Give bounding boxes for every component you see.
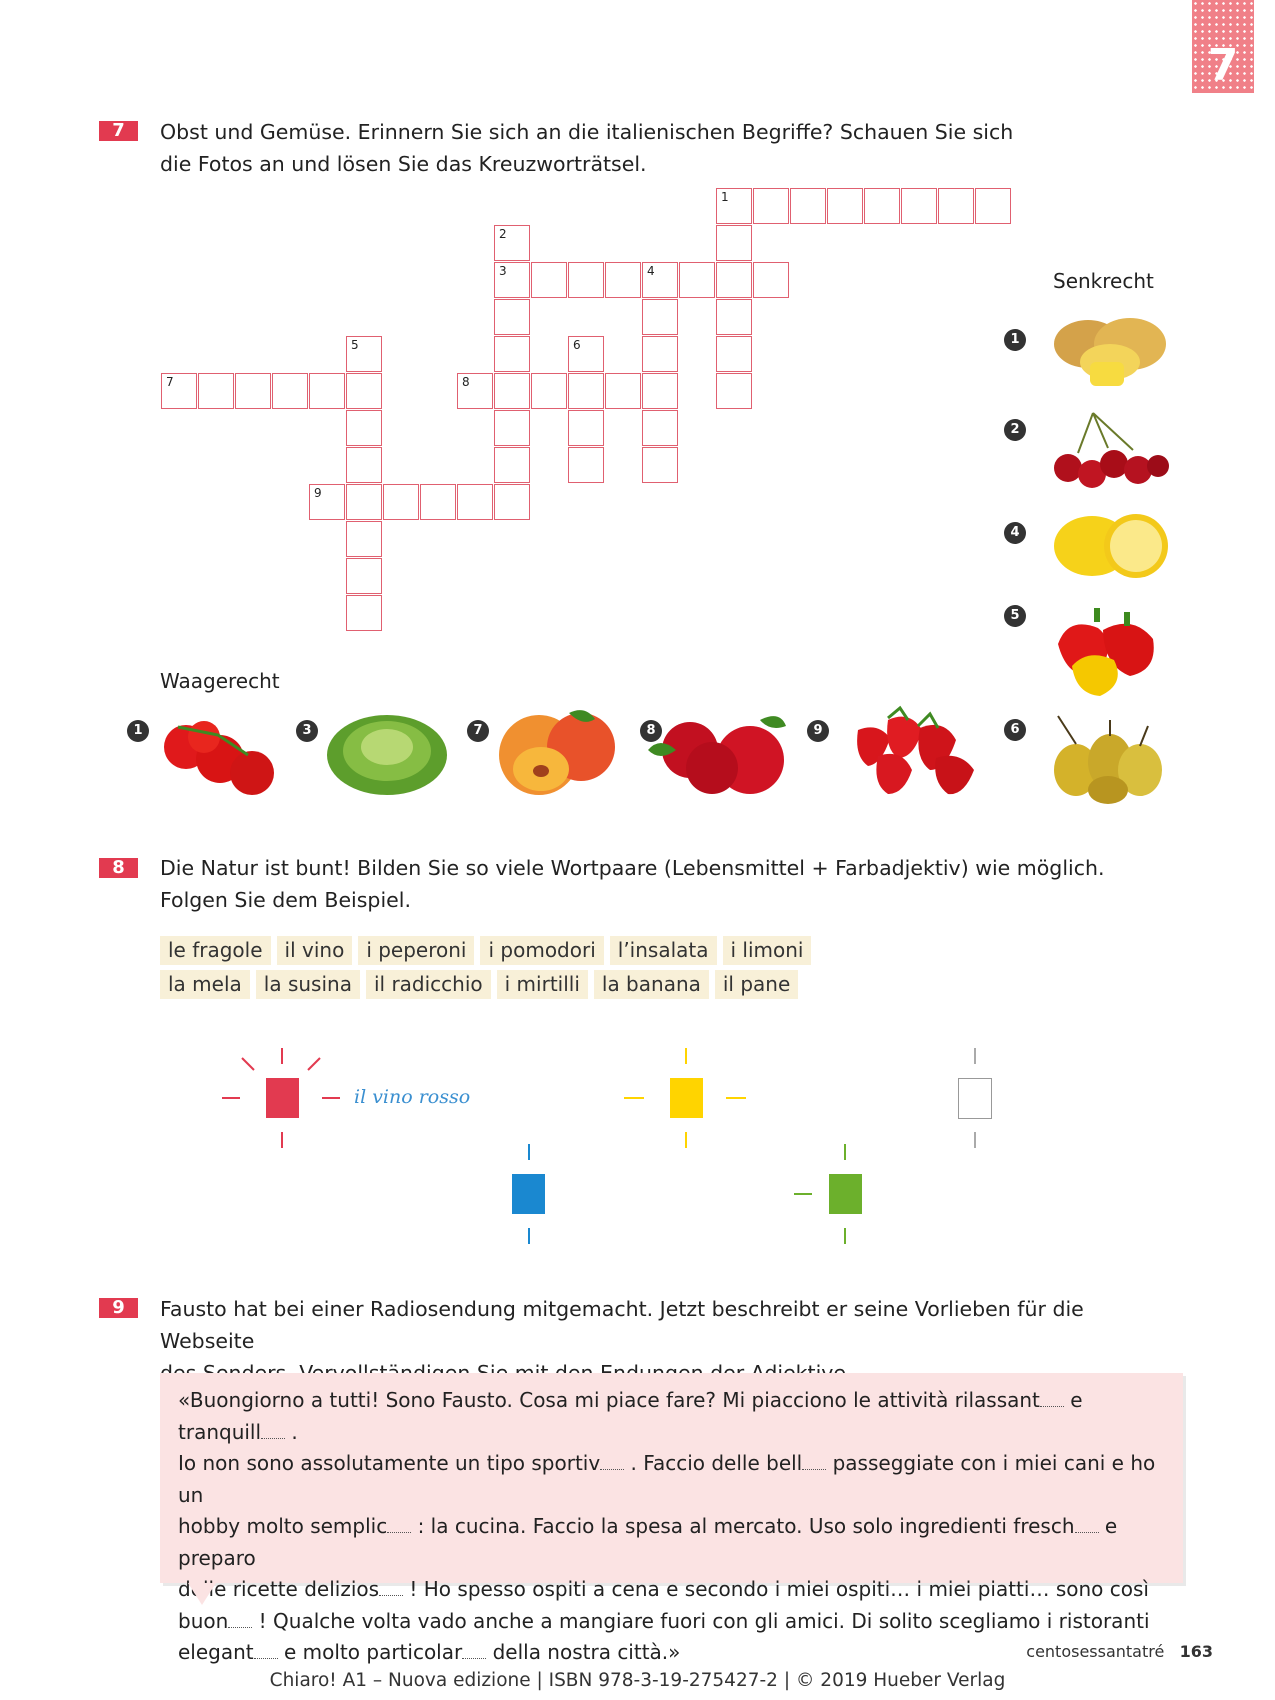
peaches-image xyxy=(495,705,621,800)
crossword-cell[interactable] xyxy=(753,188,789,224)
example-answer: il vino rosso xyxy=(354,1086,471,1108)
crossword-clue-number: 5 xyxy=(351,338,359,352)
crossword-cell[interactable] xyxy=(716,373,752,409)
crossword-clue-number: 2 xyxy=(499,227,507,241)
word-bank xyxy=(160,936,811,1004)
senkrecht-label: Senkrecht xyxy=(1053,269,1154,293)
pears-image xyxy=(1048,710,1170,805)
crossword-clue-number: 1 xyxy=(721,190,729,204)
crossword-cell[interactable] xyxy=(716,299,752,335)
senkrecht-6-badge: 6 xyxy=(1004,719,1026,741)
speech-bubble-tail xyxy=(188,1583,216,1605)
crossword-cell[interactable] xyxy=(753,262,789,298)
crossword-cell[interactable] xyxy=(346,447,382,483)
word-bank-row-1 xyxy=(160,936,811,965)
red-color-group xyxy=(222,1048,340,1148)
crossword-cell[interactable] xyxy=(272,373,308,409)
blank-field[interactable] xyxy=(261,1438,285,1439)
crossword-cell[interactable] xyxy=(568,410,604,446)
crossword-cell[interactable] xyxy=(568,336,604,372)
crossword-cell[interactable] xyxy=(531,373,567,409)
crossword-cell[interactable] xyxy=(457,484,493,520)
green-square xyxy=(829,1174,862,1214)
crossword-cell[interactable] xyxy=(346,558,382,594)
strawberries-image xyxy=(848,700,984,798)
crossword-cell[interactable] xyxy=(420,484,456,520)
waagerecht-1-badge: 1 xyxy=(127,720,149,742)
blank-field[interactable] xyxy=(462,1658,486,1659)
senkrecht-5-badge: 5 xyxy=(1004,605,1026,627)
crossword-cell[interactable] xyxy=(975,188,1011,224)
red-square xyxy=(266,1078,299,1118)
blank-field[interactable] xyxy=(228,1627,252,1628)
waagerecht-9-badge: 9 xyxy=(807,720,829,742)
crossword-cell[interactable] xyxy=(494,262,530,298)
crossword-cell[interactable] xyxy=(716,188,752,224)
senkrecht-1-badge: 1 xyxy=(1004,329,1026,351)
crossword-cell[interactable] xyxy=(161,373,197,409)
blank-field[interactable] xyxy=(379,1595,403,1596)
yellow-square xyxy=(670,1078,703,1118)
lettuce-image xyxy=(324,705,450,797)
word-chip: le fragole xyxy=(160,936,271,965)
peppers-image xyxy=(1048,604,1160,699)
blank-field[interactable] xyxy=(1075,1532,1099,1533)
crossword-cell[interactable] xyxy=(568,262,604,298)
word-chip: i mirtilli xyxy=(497,970,588,999)
crossword-cell[interactable] xyxy=(309,484,345,520)
crossword-cell[interactable] xyxy=(642,262,678,298)
crossword-cell[interactable] xyxy=(494,410,530,446)
word-bank-row-2 xyxy=(160,970,811,999)
crossword-cell[interactable] xyxy=(346,484,382,520)
crossword-cell[interactable] xyxy=(457,373,493,409)
crossword-clue-number: 3 xyxy=(499,264,507,278)
exercise-7-number: 7 xyxy=(99,121,138,141)
crossword-cell[interactable] xyxy=(938,188,974,224)
crossword-cell[interactable] xyxy=(642,299,678,335)
color-diagram xyxy=(0,1030,1275,1250)
cherries-image xyxy=(1048,408,1170,490)
word-chip: l’insalata xyxy=(610,936,717,965)
crossword-cell[interactable] xyxy=(346,410,382,446)
blank-field[interactable] xyxy=(254,1658,278,1659)
crossword-clue-number: 4 xyxy=(647,264,655,278)
apples-image xyxy=(640,710,790,800)
crossword-cell[interactable] xyxy=(531,262,567,298)
word-chip: il radicchio xyxy=(366,970,491,999)
crossword-cell[interactable] xyxy=(309,373,345,409)
book-info: Chiaro! A1 – Nuova edizione | ISBN 978-3-19-275427-2 | © 2019 Hueber Verlag xyxy=(269,1670,1006,1691)
crossword-cell[interactable] xyxy=(494,336,530,372)
crossword-cell[interactable] xyxy=(383,484,419,520)
word-chip: i peperoni xyxy=(358,936,474,965)
blue-square xyxy=(512,1174,545,1214)
word-chip: la mela xyxy=(160,970,250,999)
crossword-cell[interactable] xyxy=(494,299,530,335)
crossword-clue-number: 8 xyxy=(462,375,470,389)
word-chip: i pomodori xyxy=(480,936,603,965)
yellow-color-group xyxy=(624,1048,746,1148)
exercise-8-instruction: Die Natur ist bunt! Bilden Sie so viele Wortpaare (Lebensmittel + Farbadjektiv) wie möglich. Folgen Sie dem Beispiel. xyxy=(160,856,1105,912)
tomatoes-image xyxy=(158,715,280,800)
crossword-cell[interactable] xyxy=(790,188,826,224)
crossword-cell[interactable] xyxy=(642,373,678,409)
crossword-cell[interactable] xyxy=(346,373,382,409)
crossword-cell[interactable] xyxy=(568,447,604,483)
crossword-clue-number: 9 xyxy=(314,486,322,500)
crossword-clue-number: 7 xyxy=(166,375,174,389)
crossword-cell[interactable] xyxy=(642,410,678,446)
crossword-cell[interactable] xyxy=(235,373,271,409)
word-chip: il pane xyxy=(715,970,798,999)
exercise-8-number: 8 xyxy=(99,858,138,878)
chapter-tab: 7 xyxy=(1192,0,1254,93)
crossword-cell[interactable] xyxy=(346,521,382,557)
waagerecht-label: Waagerecht xyxy=(160,669,280,693)
crossword-cell[interactable] xyxy=(494,225,530,261)
crossword-cell[interactable] xyxy=(494,484,530,520)
crossword-cell[interactable] xyxy=(901,188,937,224)
crossword-cell[interactable] xyxy=(605,262,641,298)
white-color-group xyxy=(959,1048,992,1148)
blank-field[interactable] xyxy=(802,1469,826,1470)
white-square xyxy=(959,1079,992,1119)
green-color-group xyxy=(794,1144,862,1244)
exercise-9-instruction: Fausto hat bei einer Radiosendung mitgemacht. Jetzt beschreibt er seine Vorlieben für die Webseite xyxy=(160,1297,1084,1353)
blank-field[interactable] xyxy=(600,1469,624,1470)
waagerecht-7-badge: 7 xyxy=(467,720,489,742)
crossword-cell[interactable] xyxy=(605,373,641,409)
crossword-clue-number: 6 xyxy=(573,338,581,352)
crossword-cell[interactable] xyxy=(198,373,234,409)
crossword-cell[interactable] xyxy=(716,262,752,298)
blank-field[interactable] xyxy=(1040,1406,1064,1407)
crossword-cell[interactable] xyxy=(494,447,530,483)
crossword-cell[interactable] xyxy=(679,262,715,298)
word-chip: la banana xyxy=(594,970,709,999)
crossword-cell[interactable] xyxy=(568,373,604,409)
crossword-cell[interactable] xyxy=(346,595,382,631)
blue-color-group xyxy=(512,1144,545,1244)
fausto-text: «Buongiorno a tutti! Sono Fausto. Cosa mi piace fare? Mi piacciono le attività rilassant e tranquill . Io non sono assolutamente un tipo sportiv . Faccio delle bell passeggiate con i miei cani e ho un hobby molto semplic : la cucina. Faccio la spesa al mercato. Uso solo ingredienti fresch e preparo delle ricette delizios ! Ho spesso ospiti a cena e secondo i miei ospiti… i miei piatti… sono così buon ! Qualche volta vado anche a mangiare fuori con gli amici. Di solito scegliamo i ristoranti elegant e molto particolar della nostra città.» xyxy=(178,1388,1156,1664)
senkrecht-2-badge: 2 xyxy=(1004,419,1026,441)
word-chip: il vino xyxy=(277,936,353,965)
crossword-cell[interactable] xyxy=(716,336,752,372)
crossword-cell[interactable] xyxy=(642,447,678,483)
waagerecht-8-badge: 8 xyxy=(640,720,662,742)
page-number-footer: centosessantatré 163 xyxy=(1026,1642,1213,1661)
lemons-image xyxy=(1050,508,1170,583)
crossword-cell[interactable] xyxy=(642,336,678,372)
crossword-cell[interactable] xyxy=(494,373,530,409)
word-chip: la susina xyxy=(256,970,360,999)
crossword-cell[interactable] xyxy=(864,188,900,224)
potatoes-image xyxy=(1048,314,1170,394)
crossword-cell[interactable] xyxy=(716,225,752,261)
waagerecht-3-badge: 3 xyxy=(296,720,318,742)
blank-field[interactable] xyxy=(387,1532,411,1533)
crossword-cell[interactable] xyxy=(827,188,863,224)
crossword-cell[interactable] xyxy=(346,336,382,372)
senkrecht-4-badge: 4 xyxy=(1004,522,1026,544)
exercise-9-number: 9 xyxy=(99,1298,138,1318)
exercise-7-instruction: Obst und Gemüse. Erinnern Sie sich an die italienischen Begriffe? Schauen Sie sich die Fotos an und lösen Sie das Kreuzworträtsel. xyxy=(160,120,1014,176)
word-chip: i limoni xyxy=(723,936,812,965)
